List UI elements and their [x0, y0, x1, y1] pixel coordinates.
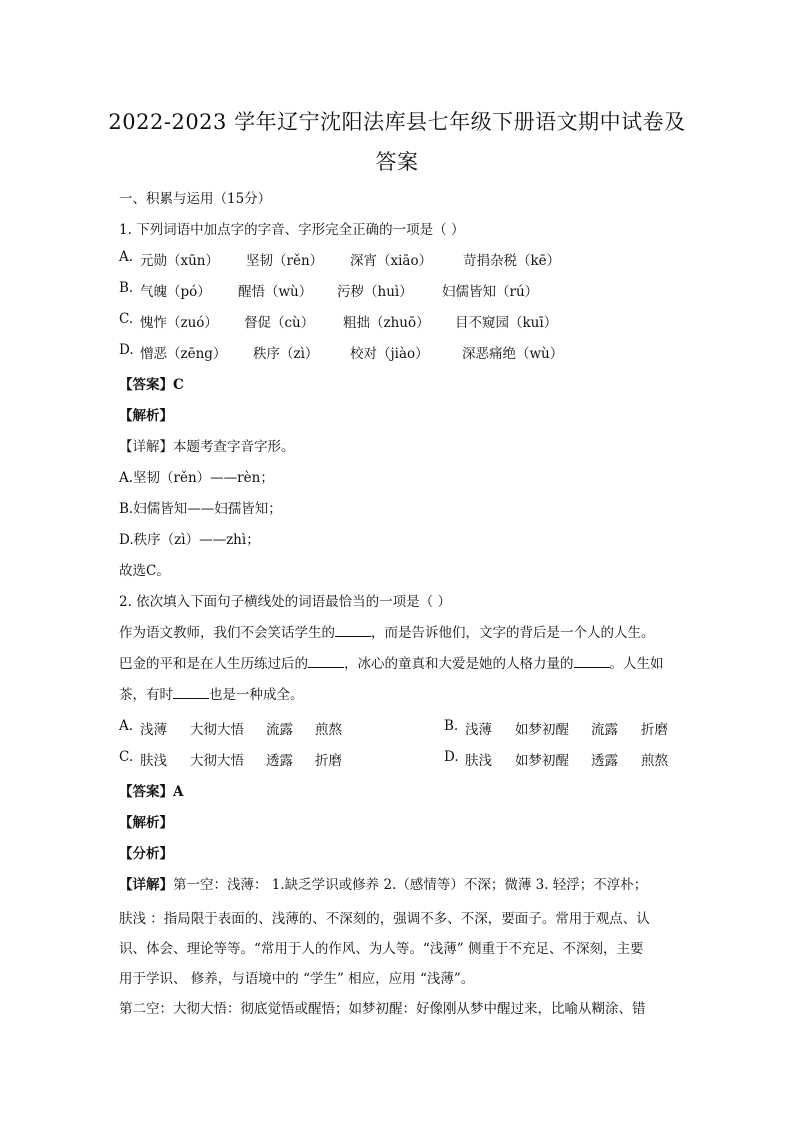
document-title-line1: 2022-2023 学年辽宁沈阳法库县七年级下册语文期中试卷及	[108, 110, 686, 134]
option-item: 妇儒皆知（rú）	[442, 284, 539, 300]
option-item: 深恶痛绝（wù）	[462, 346, 564, 362]
q1-stem: 1. 下列词语中加点字的字音、字形完全正确的一项是（ ）	[119, 222, 465, 238]
q2-analysis: 【解析】	[119, 815, 173, 831]
option-item: 折磨	[641, 722, 668, 738]
option-item: 浅薄	[465, 722, 492, 738]
fill-blank-4	[173, 686, 209, 699]
option-item: 肤浅	[140, 753, 167, 769]
q2-detail-line2: 肤浅 ：指局限于表面的、浅薄的、不深刻的，强调不多、不深，要面子。常用于观点、认	[119, 911, 650, 927]
option-item: 深宵（xiāo）	[350, 253, 433, 269]
q1-analysis: 【解析】	[119, 408, 173, 424]
option-item: 透露	[591, 753, 618, 769]
option-item: 肤浅	[465, 753, 492, 769]
option-item: 煎熬	[315, 722, 342, 738]
q2-detail-line3: 识、体会、理论等等。“常用于人的作风、为人等。“浅薄” 侧重于不充足、不深刻，主要	[119, 941, 644, 957]
option-item: 流露	[591, 722, 618, 738]
option-item: 粗拙（zhuō）	[343, 315, 430, 331]
passage-text: 茶，有时	[119, 687, 173, 703]
passage-text: 巴金的平和是在人生历练过后的	[119, 656, 308, 672]
q1-note-a: A.坚韧（rěn）——rèn；	[119, 470, 274, 486]
fill-blank-3	[574, 655, 610, 668]
option-item: 折磨	[315, 753, 342, 769]
option-item: 元勋（xūn）	[140, 253, 220, 269]
option-label: C.	[119, 749, 134, 765]
detail-text: 第一空：浅薄： 1.缺乏学识或修养 2.（感情等）不深；微薄 3. 轻浮；不淳朴；	[173, 877, 648, 893]
option-label: B.	[119, 280, 134, 296]
option-item: 如梦初醒	[515, 722, 569, 738]
option-item: 目不窥园（kuī）	[455, 315, 558, 331]
q2-passage-line1	[119, 621, 655, 641]
document-title-line2: 答案	[375, 150, 419, 174]
fill-blank-1	[335, 624, 371, 637]
q2-passage-line3	[119, 683, 304, 703]
option-label: D.	[444, 749, 459, 765]
q1-note-d: D.秩序（zì）——zhì；	[119, 532, 260, 548]
detail-head: 【详解】	[119, 877, 173, 893]
option-item: 流露	[266, 722, 293, 738]
passage-text: 。人生如	[609, 656, 664, 672]
option-item: 愧怍（zuó）	[140, 315, 218, 331]
q2-fenxi: 【分析】	[119, 846, 173, 862]
option-item: 大彻大悟	[190, 753, 244, 769]
q1-note-b: B.妇儒皆知——妇孺皆知；	[119, 501, 282, 517]
option-item: 浅薄	[140, 722, 167, 738]
fill-blank-2	[308, 655, 344, 668]
option-item: 透露	[266, 753, 293, 769]
q2-detail-line5: 第二空：大彻大悟：彻底觉悟或醒悟；如梦初醒：好像刚从梦中醒过来，比喻从糊涂、错	[119, 1001, 646, 1017]
option-label: A.	[119, 249, 134, 265]
passage-text: 也是一种成全。	[209, 687, 304, 703]
passage-text: 作为语文教师，我们不会笑话学生的	[119, 625, 335, 641]
option-item: 醒悟（wù）	[238, 284, 313, 300]
q2-passage-line2	[119, 652, 664, 672]
q1-conclusion: 故选C。	[119, 563, 170, 579]
option-item: 憎恶（zēng）	[140, 346, 227, 362]
passage-text: ，而是告诉他们，文字的背后是一个人的人生。	[371, 625, 655, 641]
option-label: D.	[119, 342, 134, 358]
option-item: 苛捐杂税（kē）	[463, 253, 561, 269]
q2-detail-line1	[119, 873, 647, 893]
q2-answer: 【答案】A	[119, 784, 184, 800]
q1-detail: 【详解】本题考查字音字形。	[119, 439, 295, 455]
option-label: C.	[119, 311, 134, 327]
q2-detail-line4: 用于学识、 修养，与语境中的 “学生” 相应，应用 “浅薄”。	[119, 971, 475, 987]
option-item: 大彻大悟	[190, 722, 244, 738]
passage-text: ，冰心的童真和大爱是她的人格力量的	[344, 656, 574, 672]
option-item: 校对（jiào）	[350, 346, 429, 362]
option-item: 煎熬	[641, 753, 668, 769]
option-item: 污秽（huì）	[337, 284, 413, 300]
q1-answer: 【答案】C	[119, 377, 184, 393]
option-label: A.	[119, 718, 134, 734]
q2-stem: 2. 依次填入下面句子横线处的词语最恰当的一项是（ ）	[119, 594, 451, 610]
option-item: 气魄（pó）	[140, 284, 211, 300]
option-label: B.	[444, 718, 459, 734]
option-item: 坚韧（rěn）	[246, 253, 324, 269]
option-item: 督促（cù）	[244, 315, 315, 331]
option-item: 秩序（zì）	[253, 346, 319, 362]
section-heading: 一、积累与运用（15分）	[119, 191, 272, 207]
option-item: 如梦初醒	[515, 753, 569, 769]
